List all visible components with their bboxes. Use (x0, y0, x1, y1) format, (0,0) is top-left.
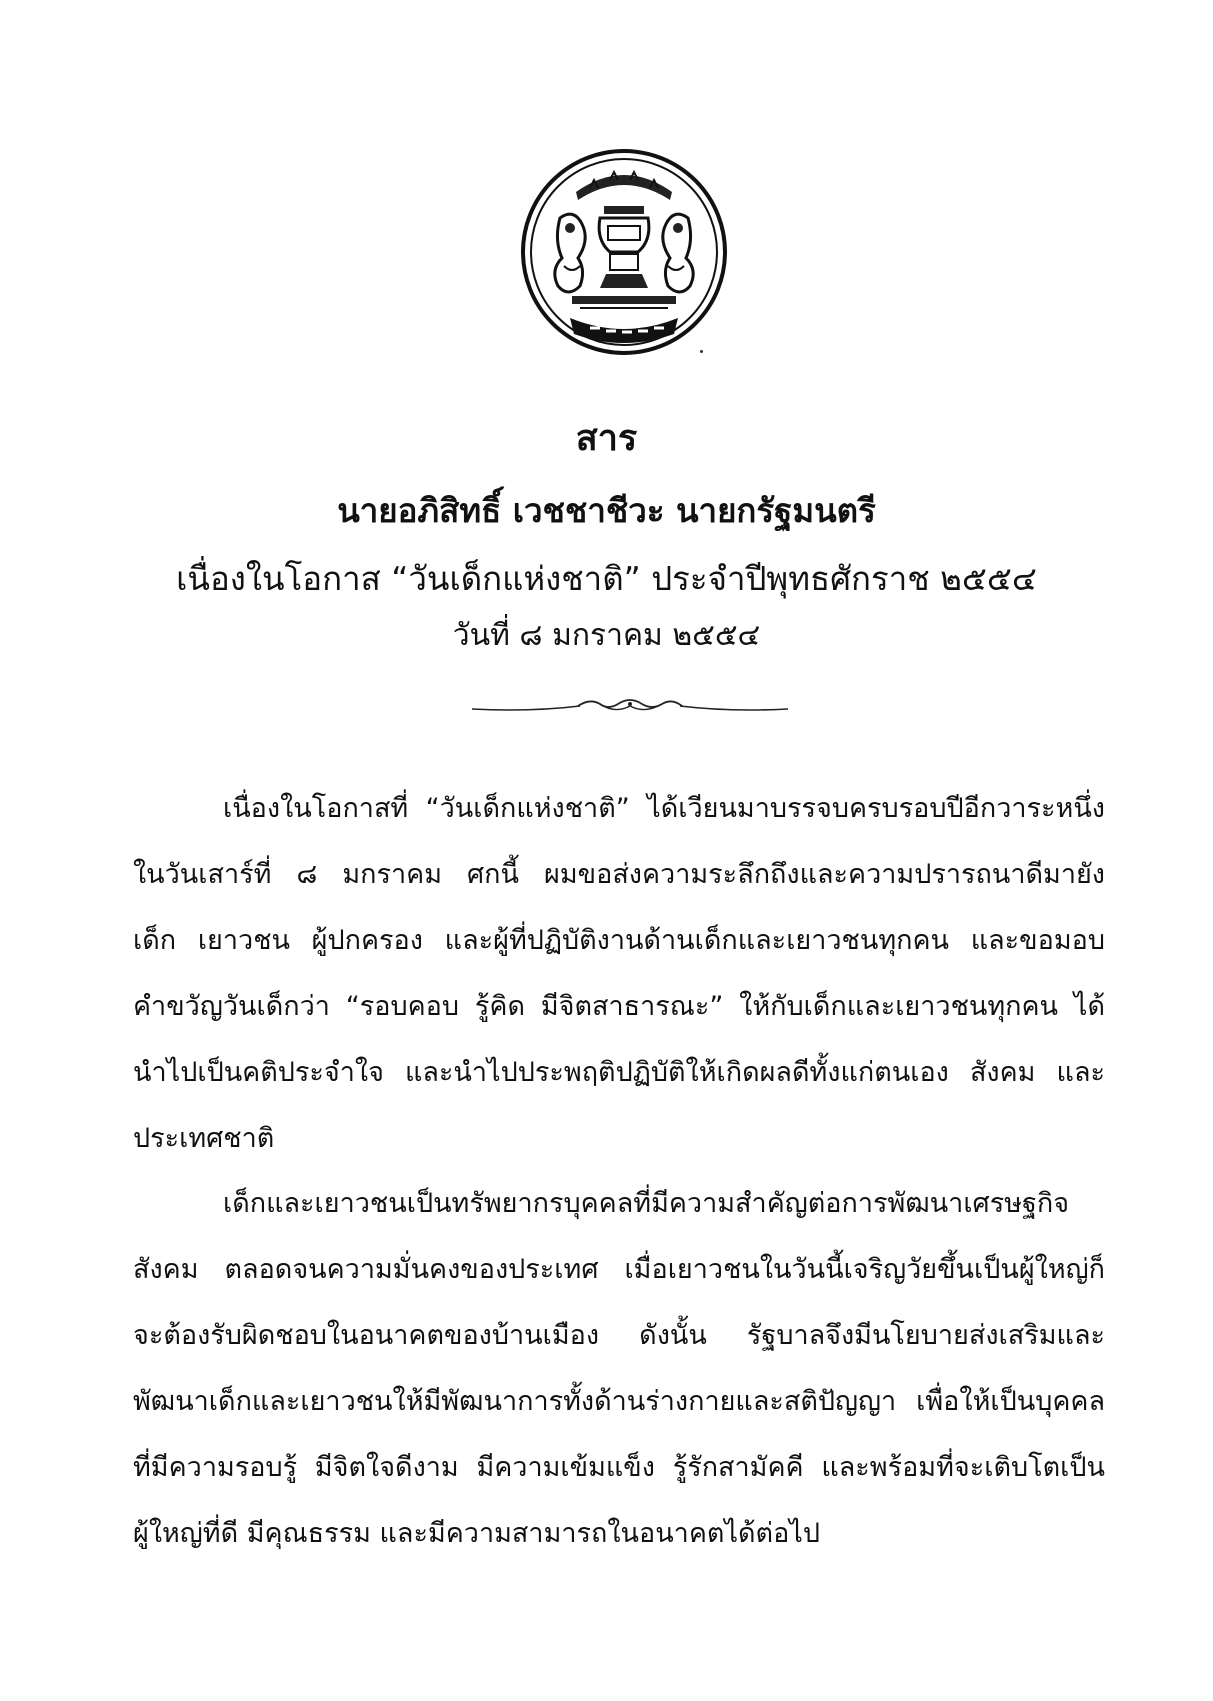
text-line: ผู้ใหญ่ที่ดี มีคุณธรรม และมีความสามารถในอนาคตได้ต่อไป (133, 1518, 821, 1549)
text-line: คำขวัญวันเด็กว่า “รอบคอบ รู้คิด มีจิตสาธารณะ” ให้กับเด็กและเยาวชนทุกคน ได้ (133, 991, 1105, 1022)
text-line: ประเทศชาติ (133, 1123, 275, 1154)
message-date: วันที่ ๘ มกราคม ๒๕๕๔ (452, 618, 761, 653)
print-speck (700, 350, 703, 353)
text-line: ที่มีความรอบรู้ มีจิตใจดีงาม มีความเข้มแข็ง รู้รักสามัคคี และพร้อมที่จะเติบโตเป็น (133, 1452, 1105, 1483)
text-line: เด็กและเยาวชนเป็นทรัพยากรบุคคลที่มีความสำคัญต่อการพัฒนาเศรษฐกิจ (223, 1188, 1070, 1219)
text-line: พัฒนาเด็กและเยาวชนให้มีพัฒนาการทั้งด้านร่างกายและสติปัญญา เพื่อให้เป็นบุคคล (133, 1386, 1105, 1417)
sender-name: นายอภิสิทธิ์ เวชชาชีวะ นายกรัฐมนตรี (337, 491, 876, 530)
text-line: สังคม ตลอดจนความมั่นคงของประเทศ เมื่อเยาวชนในวันนี้เจริญวัยขึ้นเป็นผู้ใหญ่ก็ (133, 1254, 1105, 1285)
ornamental-divider-icon (470, 692, 790, 724)
occasion-line: เนื่องในโอกาส “วันเด็กแห่งชาติ” ประจำปีพุทธศักราช ๒๕๕๔ (176, 559, 1037, 598)
message-title: สาร (575, 418, 638, 459)
state-emblem-seal-icon (520, 148, 728, 356)
text-line: เนื่องในโอกาสที่ “วันเด็กแห่งชาติ” ได้เวียนมาบรรจบครบรอบปีอีกวาระหนึ่ง (223, 793, 1105, 824)
text-line: ในวันเสาร์ที่ ๘ มกราคม ศกนี้ ผมขอส่งความระลึกถึงและความปรารถนาดีมายัง (133, 859, 1105, 890)
text-line: จะต้องรับผิดชอบในอนาคตของบ้านเมือง ดังนั้น รัฐบาลจึงมีนโยบายส่งเสริมและ (133, 1320, 1105, 1351)
text-line: นำไปเป็นคติประจำใจ และนำไปประพฤติปฏิบัติให้เกิดผลดีทั้งแก่ตนเอง สังคม และ (133, 1057, 1105, 1088)
text-line: เด็ก เยาวชน ผู้ปกครอง และผู้ที่ปฏิบัติงานด้านเด็กและเยาวชนทุกคน และขอมอบ (133, 925, 1105, 956)
